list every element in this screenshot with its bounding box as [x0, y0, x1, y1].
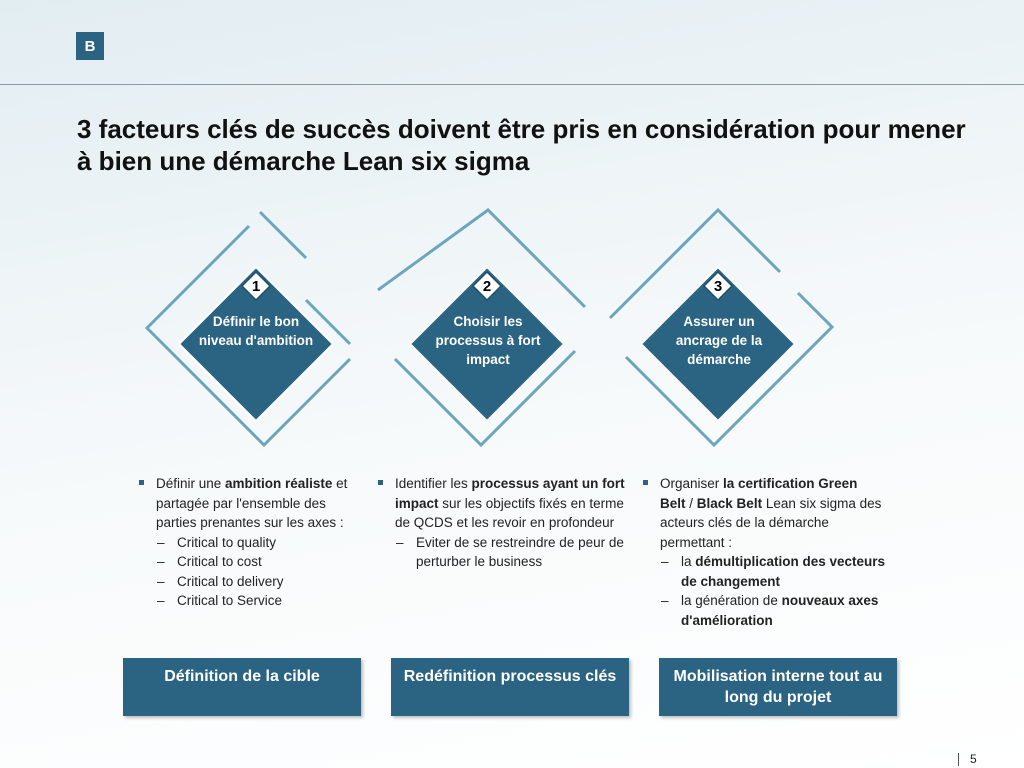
- diamond-outline-1c: [260, 212, 306, 258]
- outcome-box-3: Mobilisation interne tout au long du projet: [659, 658, 897, 716]
- slide-title: 3 facteurs clés de succès doivent être pris en considération pour mener à bien une démarche Lean six sigma: [77, 114, 966, 176]
- sub-item: – Critical to Service: [157, 593, 283, 608]
- sub-item: – Eviter de se restreindre de peur de perturber le business: [396, 534, 624, 569]
- step-label-2: Choisir les processus à fort impact: [435, 314, 541, 367]
- sub-item: – Critical to quality: [157, 534, 277, 550]
- column-2: [377, 474, 625, 572]
- outcome-box-1: Définition de la cible: [123, 658, 361, 716]
- bullet-item: Organiser la certification Green Belt / Black Belt Lean six sigma des acteurs clés de la démarche permettant :: [642, 474, 886, 552]
- step-label-3: Assurer un ancrage de la démarche: [675, 314, 763, 367]
- bullet-item: Définir une ambition réaliste et partagée par l'ensemble des parties prenantes sur les axes :: [138, 474, 368, 533]
- outcome-box-2: Redéfinition processus clés: [391, 658, 629, 716]
- step-number-1: 1: [251, 278, 261, 295]
- sub-item: – la génération de nouveaux axes d'amélioration: [661, 593, 879, 628]
- step-number-2: 2: [482, 278, 492, 295]
- sub-item: – Critical to delivery: [157, 573, 284, 589]
- sub-item: – Critical to cost: [157, 554, 262, 569]
- footer-separator: [958, 753, 959, 766]
- column-1: [138, 474, 368, 611]
- step-number-3: 3: [713, 278, 723, 295]
- bullet-item: Identifier les processus ayant un fort impact sur les objectifs fixés en terme de QCDS et les revoir en profondeur: [377, 474, 625, 533]
- section-badge: B: [76, 32, 104, 60]
- column-3: [642, 474, 886, 630]
- page-number: 5: [970, 752, 977, 766]
- step-label-1: Définir le bon niveau d'ambition: [198, 314, 314, 348]
- sub-item: – la démultiplication des vecteurs de changement: [661, 554, 886, 589]
